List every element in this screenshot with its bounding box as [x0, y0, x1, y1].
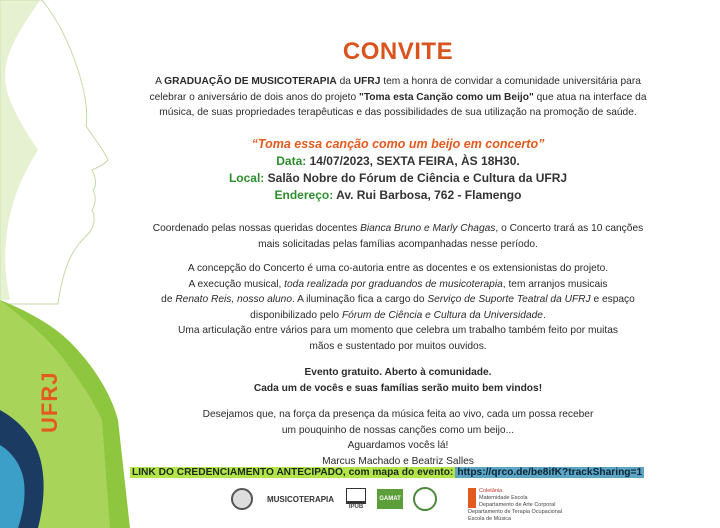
- coordination-paragraph: [130, 221, 666, 252]
- intro-paragraph: [130, 74, 666, 121]
- dept-line: Escola de Música: [468, 516, 512, 522]
- gamat-logo-text: GAMAT: [377, 489, 403, 509]
- coord-text: mais solicitadas pelas famílias acompanhadas nesse período.: [258, 238, 538, 250]
- ipub-logo: [344, 484, 368, 514]
- intro-bold-project: "Toma esta Canção como um Beijo": [359, 91, 534, 103]
- dept-line: Departamento de Terapia Ocupacional: [468, 509, 563, 515]
- coord-docents: Bianca Bruno e Marly Chagas: [360, 223, 496, 234]
- closing-text: Desejamos que, na força da presença da música feita ao vivo, cada um possa receber: [202, 409, 594, 420]
- concept-italic: Renato Reis, nosso aluno: [175, 294, 292, 306]
- profile-silhouette-decoration: [0, 0, 130, 528]
- concept-italic: toda realizada por graduandos de musicoterapia: [284, 278, 503, 290]
- concept-text: Uma articulação entre vários para um momento que celebra um trabalho também feito por muitas: [178, 325, 618, 337]
- closing-text: Aguardamos vocês lá!: [347, 440, 449, 452]
- concert-title: “Toma essa canção como um beijo em concerto”: [251, 137, 545, 151]
- page-title: CONVITE: [342, 38, 454, 65]
- concept-italic: Serviço de Suporte Teatral da UFRJ: [427, 294, 591, 306]
- circle-emblem-logo: [412, 484, 438, 514]
- concept-text: disponibilizado pelo: [250, 309, 342, 321]
- departments-logo: [468, 484, 578, 522]
- concept-paragraph: [130, 261, 666, 355]
- free-text: Evento gratuito. Aberto à comunidade.: [304, 367, 492, 378]
- concept-text: A execução musical,: [188, 278, 285, 290]
- concept-text: .: [542, 309, 546, 321]
- date-label: Data:: [276, 154, 307, 168]
- registration-link-url[interactable]: https://qrco.de/be8ifK?trackSharing=1: [457, 467, 643, 478]
- local-label: Local:: [228, 171, 265, 185]
- gamat-logo: [376, 484, 404, 514]
- concept-text: e espaço: [590, 294, 635, 306]
- intro-text: da: [336, 76, 354, 87]
- intro-text: A: [155, 76, 165, 87]
- intro-bold-ufrj: UFRJ: [353, 76, 381, 87]
- musicoterapia-logo-text: MUSICOTERAPIA: [266, 494, 335, 504]
- date-value: 14/07/2023, SEXTA FEIRA, ÀS 18H30.: [306, 154, 520, 168]
- intro-text: que atua na interface da: [533, 91, 647, 103]
- intro-text: música, de suas propriedades terapêuticas e das possibilidades de sua utilização na promoção de saúde.: [159, 107, 637, 119]
- address-label: Endereço:: [274, 188, 334, 202]
- address-value: Av. Rui Barbosa, 762 - Flamengo: [333, 188, 522, 202]
- concept-text: de: [161, 294, 176, 306]
- ufrj-side-logo: UFRJ: [37, 371, 62, 433]
- concept-text: A concepção do Concerto é uma co-autoria entre as docentes e os extensionistas do projeto.: [187, 263, 609, 274]
- musicoterapia-logo: [264, 484, 334, 514]
- concept-italic: Fórum de Ciência e Cultura da Universidade: [341, 309, 543, 321]
- intro-text: tem a honra de convidar a comunidade universitária para: [380, 76, 641, 87]
- intro-bold-course: GRADUAÇÃO DE MUSICOTERAPIA: [164, 76, 337, 87]
- dept-line: Maternidade Escola: [479, 495, 528, 501]
- sponsor-logos: [230, 484, 650, 522]
- registration-link-label: LINK DO CREDENCIAMENTO ANTECIPADO, com mapa do evento:: [132, 467, 454, 478]
- coord-text: Coordenado pelas nossas queridas docentes: [152, 223, 361, 234]
- registration-link-row: [130, 465, 720, 480]
- coord-text: , o Concerto trará as 10 canções: [495, 223, 644, 234]
- free-text: Cada um de vocês e suas famílias serão muito bem vindos!: [253, 382, 543, 394]
- concert-local: [130, 170, 666, 186]
- ufrj-seal-logo: [230, 484, 254, 514]
- concert-date: [130, 153, 666, 169]
- closing-paragraph: [130, 407, 666, 469]
- ipub-logo-text: IPUB: [348, 504, 364, 510]
- concept-text: , tem arranjos musicais: [502, 278, 608, 290]
- invitation-content: [130, 0, 720, 528]
- dept-line: Coletânia: [479, 488, 503, 494]
- dept-line: Departamento de Arte Corporal: [479, 502, 556, 508]
- signature-names: Marcus Machado e Beatriz Salles: [322, 455, 474, 467]
- intro-text: celebrar o aniversário de dois anos do projeto: [149, 91, 360, 103]
- free-event-paragraph: [130, 365, 666, 396]
- closing-text: um pouquinho de nossas canções como um beijo...: [281, 424, 515, 436]
- concert-address: [130, 187, 666, 203]
- local-value: Salão Nobre do Fórum de Ciência e Cultura da UFRJ: [264, 171, 568, 185]
- concept-text: mãos e sustentado por muitos ouvidos.: [309, 340, 487, 352]
- concept-text: . A iluminação fica a cargo do: [292, 294, 428, 306]
